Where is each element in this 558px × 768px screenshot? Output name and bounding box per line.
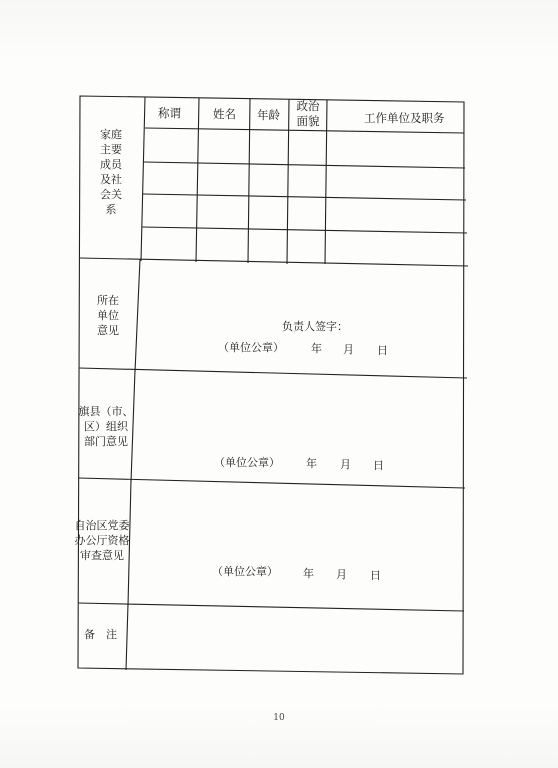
county-label-line: 旗县（市、	[78, 405, 134, 418]
family-label-line: 成员	[100, 158, 122, 171]
unit-seal-label: （单位公章）	[218, 341, 284, 354]
county-month-label: 月	[340, 458, 351, 471]
header-political-line: 面貌	[296, 114, 320, 128]
remarks-field[interactable]	[130, 610, 460, 668]
county-seal-label: （单位公章）	[214, 456, 280, 469]
unit-month-label: 月	[343, 343, 354, 356]
family-label-line: 主要	[100, 143, 122, 156]
label-col-divider-remarks	[126, 604, 128, 670]
family-table-row[interactable]	[144, 198, 464, 226]
unit-opinion-field[interactable]	[142, 265, 462, 369]
header-name: 姓名	[213, 107, 236, 121]
header-age: 年龄	[257, 108, 280, 122]
header-workplace-position: 工作单位及职务	[364, 111, 445, 125]
header-title: 称谓	[158, 106, 181, 120]
unit-day-label: 日	[377, 344, 388, 357]
unit-label-line: 单位	[97, 309, 119, 322]
region-label-line: 办公厅资格	[74, 534, 130, 547]
region-seal-label: （单位公章）	[212, 565, 278, 578]
label-col-divider-unit	[135, 259, 140, 372]
region-label-line: 自治区党委	[74, 519, 130, 532]
county-opinion-field[interactable]	[137, 376, 462, 480]
region-year-label: 年	[303, 567, 314, 580]
family-table-row[interactable]	[143, 231, 465, 259]
county-label-line: 区）组织	[84, 420, 128, 433]
family-label-line: 会关	[100, 188, 122, 201]
region-label-line: 审查意见	[80, 549, 124, 562]
region-opinion-field[interactable]	[133, 486, 461, 604]
family-section-label	[86, 127, 136, 217]
county-year-label: 年	[306, 457, 317, 470]
family-table-row[interactable]	[146, 131, 462, 161]
unit-label-line: 意见	[97, 324, 119, 337]
county-opinion-label	[75, 404, 137, 449]
family-label-line: 系	[105, 203, 117, 216]
header-political-status	[290, 99, 326, 129]
region-opinion-label	[70, 518, 134, 563]
page-number: 10	[273, 713, 285, 723]
county-day-label: 日	[373, 459, 384, 472]
unit-label-line: 所在	[97, 294, 119, 307]
header-political-line: 政治	[296, 99, 320, 113]
remarks-label: 备 注	[84, 628, 117, 641]
family-table-row[interactable]	[145, 165, 463, 193]
unit-signer-label: 负责人签字：	[282, 320, 348, 333]
county-label-line: 部门意见	[84, 435, 128, 448]
unit-opinion-label	[85, 293, 131, 338]
family-label-line: 家庭	[100, 128, 122, 141]
region-day-label: 日	[370, 569, 381, 582]
family-label-line: 及社	[100, 173, 122, 186]
unit-year-label: 年	[311, 342, 322, 355]
region-month-label: 月	[336, 568, 347, 581]
